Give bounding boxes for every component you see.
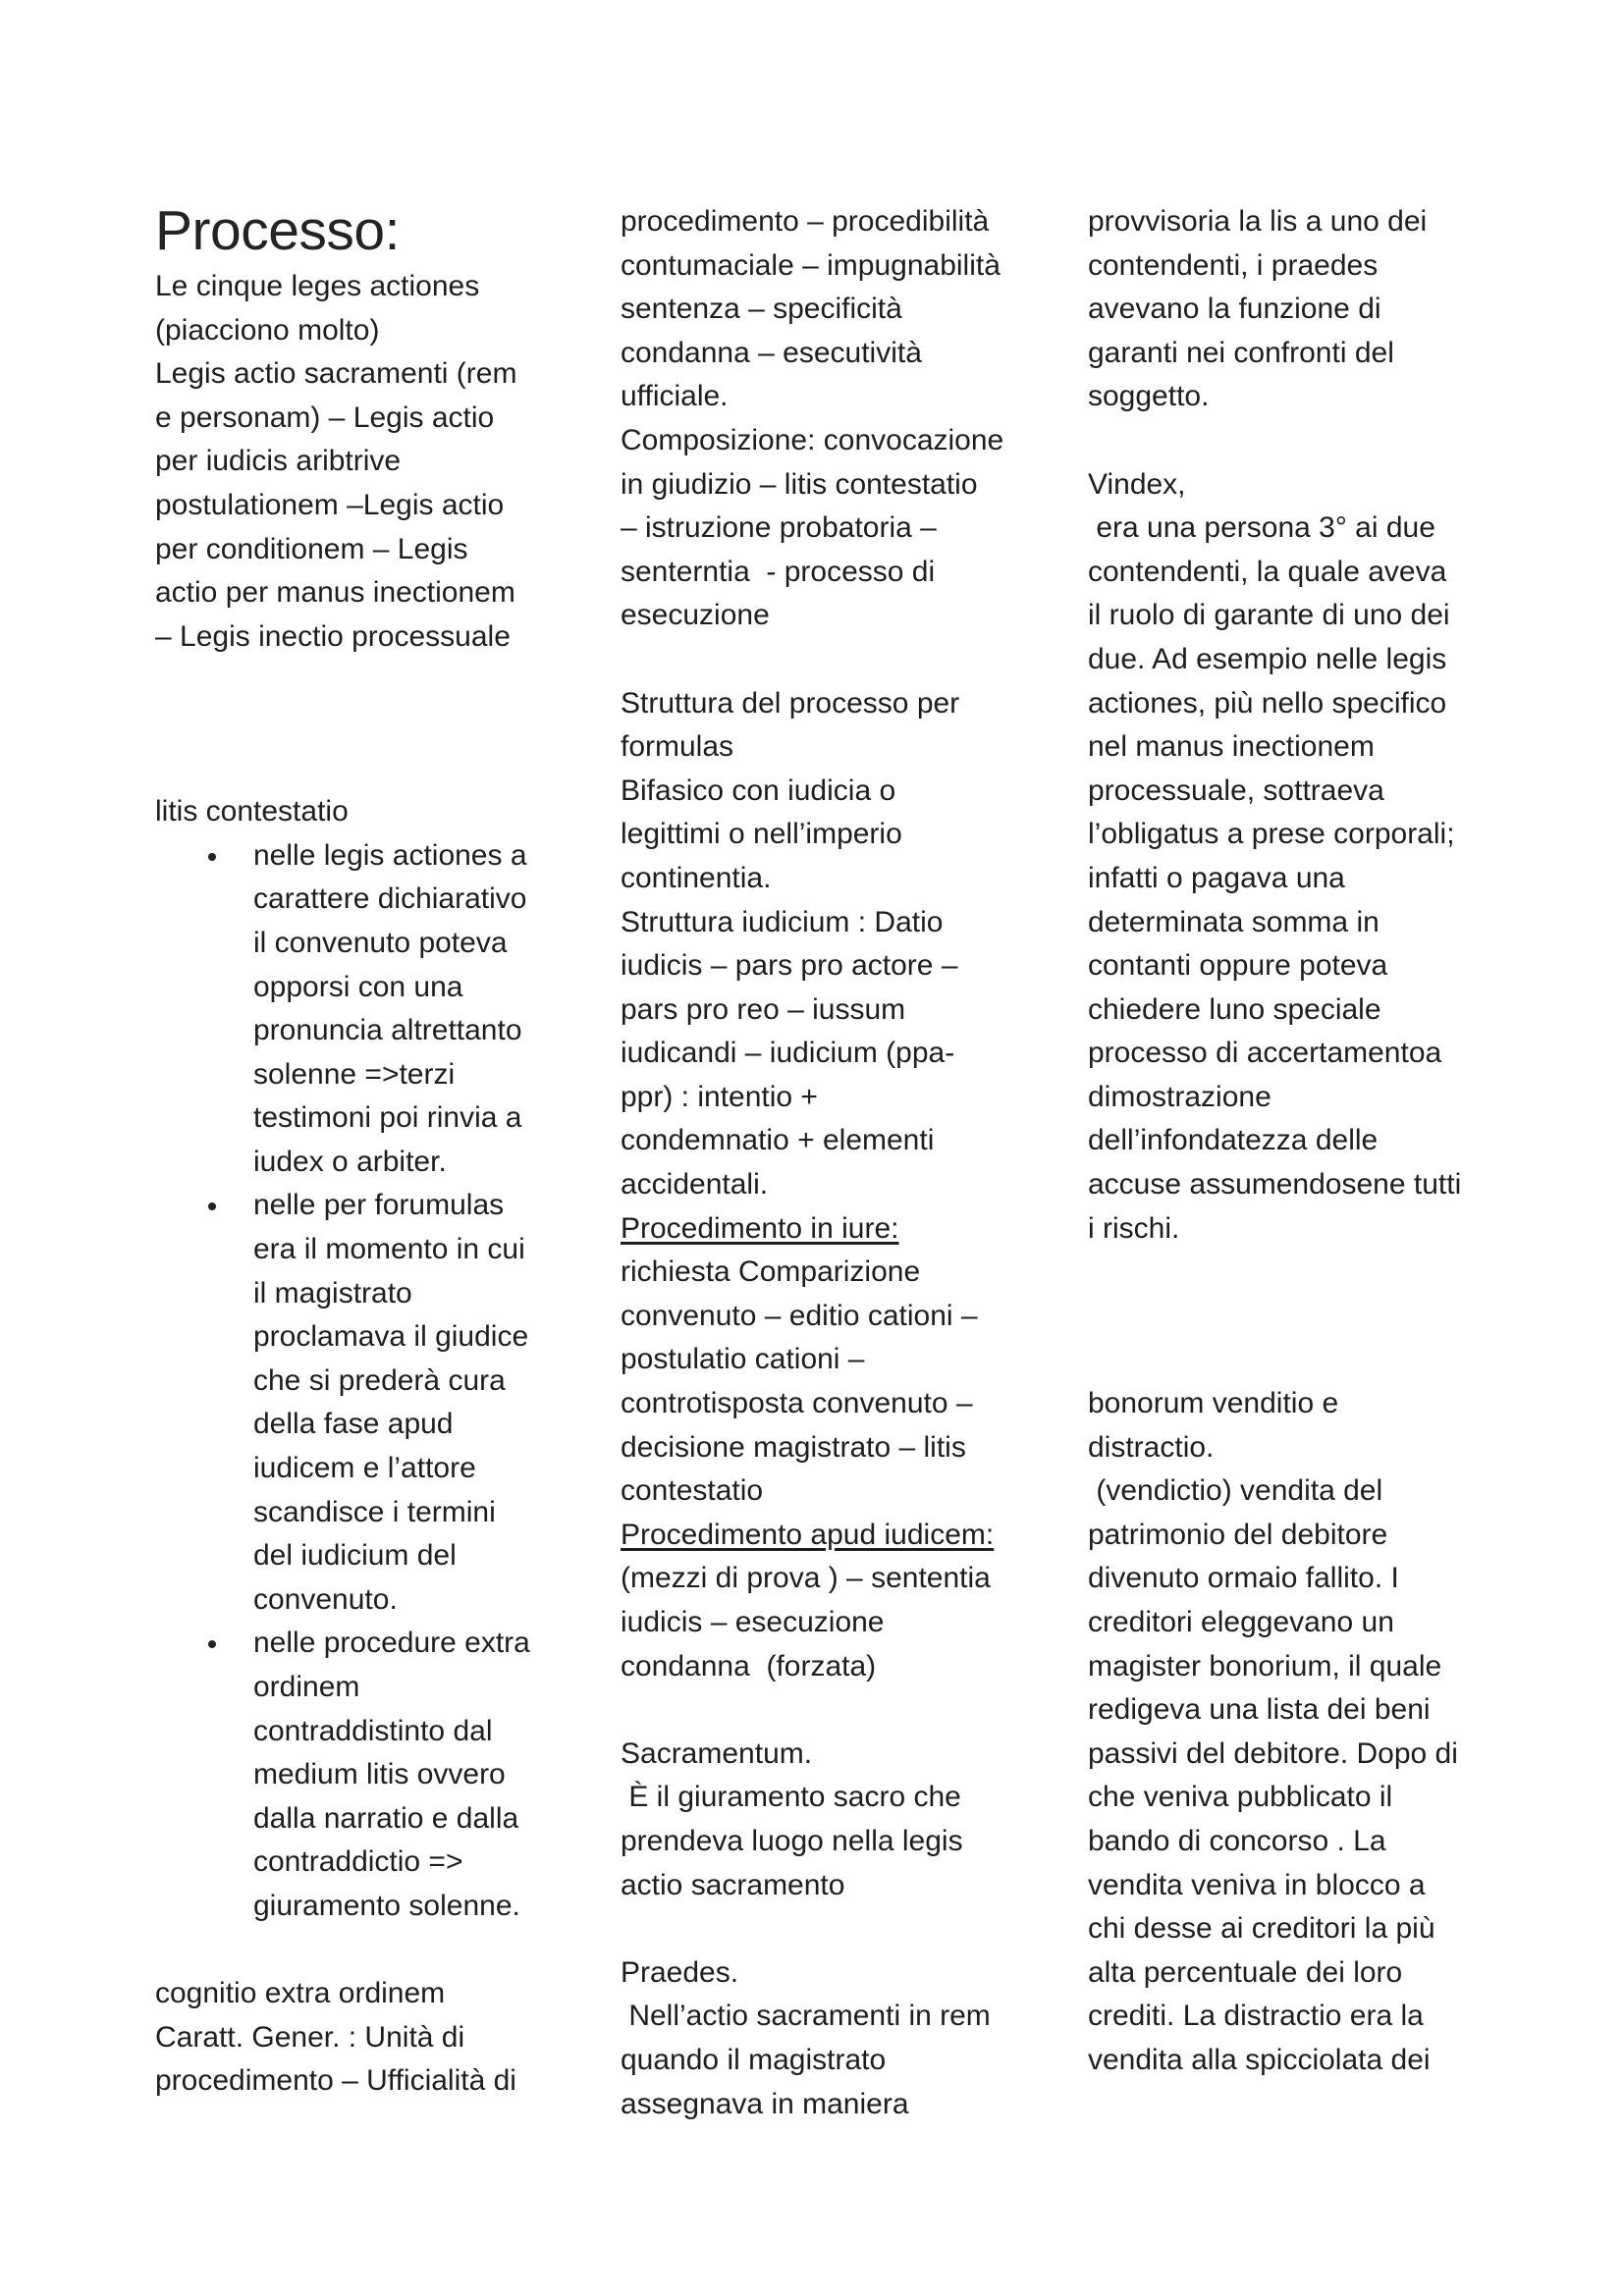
text-line: nelle per forumulas: [253, 1189, 505, 1222]
apud-heading: Procedimento apud iudicem:: [621, 1518, 995, 1551]
text-line: decisione magistrato – litis: [621, 1430, 966, 1464]
text-line: l’obligatus a prese corporali;: [1088, 818, 1455, 851]
column-2: [621, 200, 1033, 2126]
text-line: procedimento – procedibilità: [621, 205, 990, 238]
text-line: contendenti, la quale aveva: [1088, 555, 1447, 588]
text-line: alta percentuale dei loro: [1088, 1955, 1403, 1989]
text-line: Le cinque leges actiones: [155, 270, 480, 302]
text-line: il magistrato: [253, 1276, 412, 1309]
text-line: pars pro reo – iussum: [621, 992, 906, 1026]
text-line: giuramento solenne.: [253, 1889, 520, 1922]
litis-heading: litis contestatio: [155, 795, 349, 828]
text-line: bonorum venditio e: [1088, 1387, 1339, 1420]
text-line: richiesta Comparizione: [621, 1255, 921, 1289]
text-line: (vendictio) vendita del: [1088, 1474, 1383, 1508]
text-line: (piacciono molto): [155, 313, 380, 347]
text-line: È il giuramento sacro che: [621, 1781, 961, 1814]
text-line: processuale, sottraeva: [1088, 774, 1384, 807]
text-line: il convenuto poteva: [253, 926, 508, 959]
text-line: patrimonio del debitore: [1088, 1518, 1388, 1551]
text-line: accuse assumendosene tutti: [1088, 1168, 1462, 1201]
text-line: scandisce i termini: [253, 1495, 496, 1528]
text-line: distractio.: [1088, 1430, 1215, 1464]
text-line: contendenti, i praedes: [1088, 248, 1379, 282]
text-line: carattere dichiarativo: [253, 882, 527, 916]
text-line: e personam) – Legis actio: [155, 400, 495, 434]
text-line: opporsi con una: [253, 970, 463, 1003]
text-line: condemnatio + elementi: [621, 1124, 935, 1157]
sacramentum-paragraph: [621, 1733, 1033, 1907]
text-line: iudicem e l’attore: [253, 1452, 476, 1485]
text-line: vendita alla spicciolata dei: [1088, 2043, 1431, 2076]
text-line: il ruolo di garante di uno dei: [1088, 599, 1450, 632]
page-title: Processo:: [155, 199, 400, 262]
text-line: garanti nei confronti del: [1088, 336, 1394, 369]
text-line: dalla narratio e dalla: [253, 1801, 519, 1835]
praedes-continued-paragraph: [1088, 200, 1490, 419]
text-line: controtisposta convenuto –: [621, 1387, 973, 1420]
text-line: continentia.: [621, 861, 772, 894]
text-line: (mezzi di prova ) – sententia: [621, 1562, 991, 1595]
text-line: proclamava il giudice: [253, 1320, 529, 1354]
cognitio-paragraph: [155, 1972, 548, 2104]
text-line: quando il magistrato: [621, 2043, 887, 2076]
text-line: procedimento – Ufficialità di: [155, 2064, 516, 2098]
text-line: postulationem –Legis actio: [155, 488, 505, 521]
text-line: contanti oppure poteva: [1088, 949, 1388, 983]
text-line: Struttura iudicium : Datio: [621, 905, 944, 938]
text-line: ppr) : intentio +: [621, 1080, 818, 1113]
text-line: testimoni poi rinvia a: [253, 1101, 522, 1135]
text-line: pronuncia altrettanto: [253, 1014, 522, 1047]
text-line: contumaciale – impugnabilità: [621, 248, 1001, 282]
procedimento-paragraph: [621, 200, 1033, 638]
struttura-paragraph: [621, 682, 1033, 1207]
text-line: che si prederà cura: [253, 1363, 506, 1397]
text-line: soggetto.: [1088, 380, 1210, 413]
text-line: Bifasico con iudicia o: [621, 774, 896, 807]
text-line: infatti o pagava una: [1088, 861, 1345, 894]
text-line: ufficiale.: [621, 380, 729, 413]
text-line: Nell’actio sacramenti in rem: [621, 2000, 991, 2033]
text-line: passivi del debitore. Dopo di: [1088, 1736, 1458, 1770]
text-line: Sacramentum.: [621, 1736, 813, 1770]
text-line: esecuzione: [621, 599, 770, 632]
text-line: due. Ad esempio nelle legis: [1088, 642, 1447, 675]
text-line: contestatio: [621, 1474, 764, 1508]
text-line: Composizione: convocazione: [621, 423, 1004, 456]
text-line: contraddictio =>: [253, 1845, 463, 1879]
text-line: per iudicis aribtrive: [155, 445, 402, 478]
text-line: solenne =>terzi: [253, 1057, 456, 1091]
text-line: actio sacramento: [621, 1868, 845, 1901]
text-line: per conditionem – Legis: [155, 532, 468, 565]
text-line: – Legis inectio processuale: [155, 619, 511, 653]
intro-paragraph: [155, 265, 548, 659]
text-line: Praedes.: [621, 1955, 739, 1989]
bullet-item: [155, 1622, 548, 1928]
text-line: Legis actio sacramenti (rem: [155, 357, 517, 391]
text-line: magister bonorium, il quale: [1088, 1649, 1442, 1682]
bullet-item: [155, 1184, 548, 1622]
bonorum-paragraph: [1088, 1382, 1490, 2083]
vindex-paragraph: [1088, 463, 1490, 1252]
text-line: convenuto – editio cationi –: [621, 1299, 978, 1332]
text-line: assegnava in maniera: [621, 2087, 909, 2120]
text-line: iudicis – esecuzione: [621, 1606, 885, 1638]
text-line: in giudizio – litis contestatio: [621, 467, 978, 501]
text-line: actio per manus inectionem: [155, 576, 515, 610]
iure-heading: Procedimento in iure:: [621, 1211, 899, 1245]
text-line: i rischi.: [1088, 1211, 1180, 1245]
text-line: provvisoria la lis a uno dei: [1088, 205, 1428, 238]
text-line: medium litis ovvero: [253, 1758, 506, 1791]
text-line: convenuto.: [253, 1582, 398, 1616]
text-line: contraddistinto dal: [253, 1714, 493, 1747]
text-line: nelle legis actiones a: [253, 838, 527, 872]
text-line: legittimi o nell’imperio: [621, 818, 902, 851]
text-line: Vindex,: [1088, 467, 1186, 501]
text-line: nel manus inectionem: [1088, 730, 1375, 764]
text-line: senterntia - processo di: [621, 555, 936, 588]
column-3: [1088, 200, 1490, 2083]
text-line: avevano la funzione di: [1088, 293, 1381, 326]
text-line: iudex o arbiter.: [253, 1145, 447, 1178]
text-line: chiedere luno speciale: [1088, 992, 1381, 1026]
text-line: nelle procedure extra: [253, 1627, 530, 1660]
apud-paragraph: [621, 1557, 1033, 1688]
text-line: actiones, più nello specifico: [1088, 686, 1447, 720]
text-line: divenuto ormaio fallito. I: [1088, 1562, 1399, 1595]
text-line: iudicis – pars pro actore –: [621, 949, 958, 983]
bullet-list: [155, 834, 548, 1929]
text-line: – istruzione probatoria –: [621, 511, 937, 545]
text-line: dell’infondatezza delle: [1088, 1124, 1379, 1157]
text-line: dimostrazione: [1088, 1080, 1271, 1113]
text-line: postulatio cationi –: [621, 1343, 865, 1376]
text-line: del iudicium del: [253, 1539, 457, 1573]
text-line: determinata somma in: [1088, 905, 1380, 938]
bullet-item: [155, 834, 548, 1185]
text-line: crediti. La distractio era la: [1088, 2000, 1424, 2033]
text-line: che veniva pubblicato il: [1088, 1781, 1393, 1814]
text-line: sentenza – specificità: [621, 293, 902, 326]
text-line: bando di concorso . La: [1088, 1824, 1386, 1857]
text-line: ordinem: [253, 1671, 360, 1704]
text-line: chi desse ai creditori la più: [1088, 1912, 1435, 1946]
text-line: accidentali.: [621, 1168, 769, 1201]
text-line: creditori eleggevano un: [1088, 1606, 1394, 1639]
text-line: prendeva luogo nella legis: [621, 1824, 963, 1857]
text-line: formulas: [621, 730, 734, 764]
text-line: condanna (forzata): [621, 1649, 877, 1682]
text-line: era il momento in cui: [253, 1233, 525, 1266]
iure-paragraph: [621, 1251, 1033, 1514]
text-line: Caratt. Gener. : Unità di: [155, 2020, 465, 2054]
text-line: vendita veniva in blocco a: [1088, 1868, 1426, 1901]
text-line: processo di accertamentoa: [1088, 1037, 1442, 1070]
text-line: era una persona 3° ai due: [1088, 511, 1435, 545]
column-1: [155, 200, 548, 2104]
text-line: della fase apud: [253, 1408, 454, 1441]
text-line: cognitio extra ordinem: [155, 1977, 446, 2010]
text-line: Struttura del processo per: [621, 686, 960, 720]
praedes-paragraph: [621, 1951, 1033, 2126]
text-line: condanna – esecutività: [621, 336, 922, 369]
text-line: iudicandi – iudicium (ppa-: [621, 1037, 955, 1070]
text-line: redigeva una lista dei beni: [1088, 1693, 1431, 1727]
